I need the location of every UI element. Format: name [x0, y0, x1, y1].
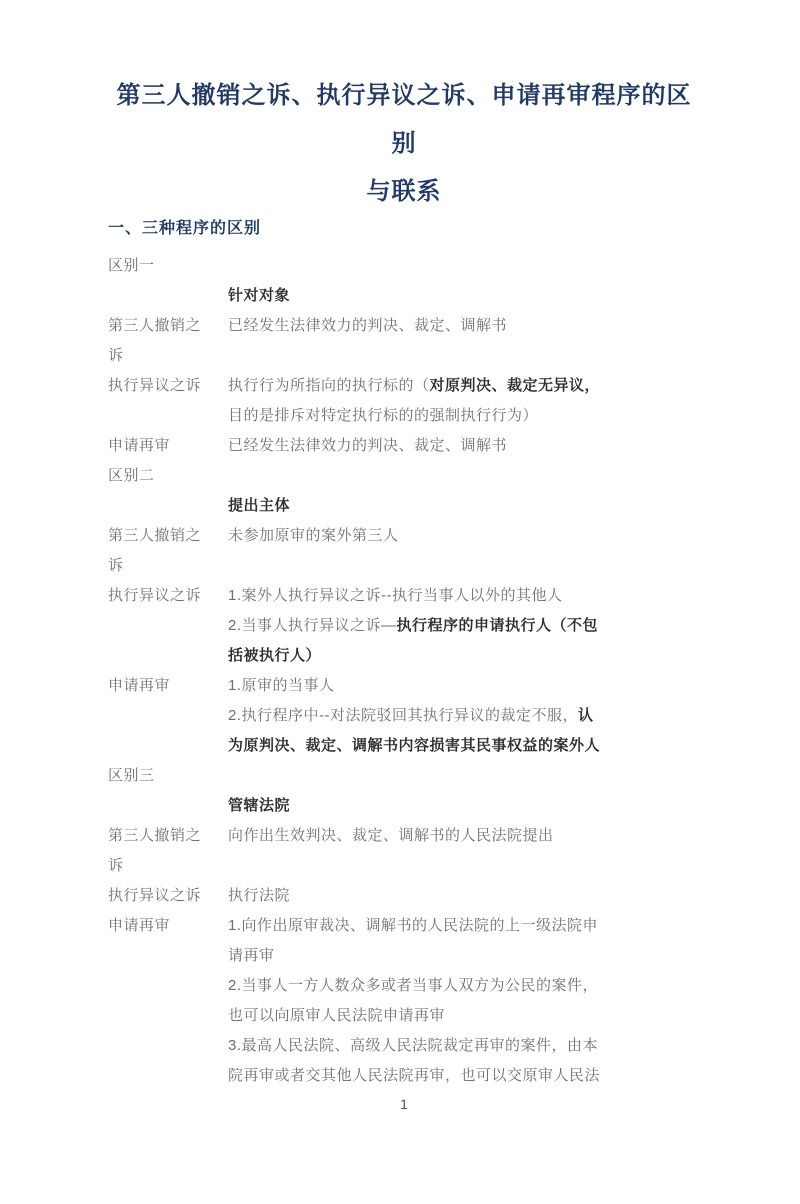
content-line	[228, 431, 700, 461]
content-segment: 2.当事人一方人数众多或者当事人双方为公民的案件，	[228, 977, 599, 994]
content-line	[228, 521, 700, 551]
row-label-third-party: 第三人撤销之诉	[108, 317, 202, 364]
content-segment: 已经发生法律效力的判决、裁定、调解书	[228, 437, 508, 454]
title-line-1: 第三人撤销之诉、执行异议之诉、申请再审程序的区别	[116, 82, 692, 157]
content-line	[228, 701, 700, 731]
row-label-retrial: 申请再审	[108, 917, 171, 934]
column-header-court: 管辖法院	[228, 797, 291, 814]
content-line	[228, 971, 700, 1001]
row-label-objection: 执行异议之诉	[108, 587, 202, 604]
content-line	[228, 581, 700, 611]
document-title	[108, 72, 700, 216]
content-line	[228, 401, 700, 431]
content-segment-bold: 认	[578, 707, 594, 724]
comparison-table	[108, 251, 700, 1091]
difference-marker-2: 区别二	[108, 467, 155, 484]
content-segment: 向作出生效判决、裁定、调解书的人民法院提出	[228, 827, 554, 844]
content-line	[228, 911, 700, 941]
content-segment-bold: 执行程序的申请执行人（不包	[396, 617, 599, 634]
row-label-third-party: 第三人撤销之诉	[108, 527, 202, 574]
content-line	[228, 311, 700, 341]
content-line	[228, 1031, 700, 1061]
content-line	[228, 641, 700, 671]
row-label-retrial: 申请再审	[108, 677, 171, 694]
row-label-retrial: 申请再审	[108, 437, 171, 454]
content-segment: 请再审	[228, 947, 275, 964]
content-segment: 已经发生法律效力的判决、裁定、调解书	[228, 317, 508, 334]
difference-marker-row	[108, 761, 700, 791]
page-number: 1	[400, 1096, 408, 1112]
row-label-objection: 执行异议之诉	[108, 377, 202, 394]
content-line	[228, 611, 700, 641]
section-heading: 一、三种程序的区别	[108, 220, 262, 237]
column-header-row	[108, 791, 700, 821]
table-row	[108, 311, 700, 371]
content-segment: 未参加原审的案外第三人	[228, 527, 399, 544]
row-label-objection: 执行异议之诉	[108, 887, 202, 904]
content-segment: 1.案外人执行异议之诉--执行当事人以外的其他人	[228, 587, 563, 604]
column-header-row	[108, 281, 700, 311]
table-row	[108, 671, 700, 761]
content-line	[228, 371, 700, 401]
content-segment: 目的是排斥对特定执行标的的强制执行行为）	[228, 407, 539, 424]
table-row	[108, 911, 700, 1091]
content-segment-bold: 对原判决、裁定无异议，	[429, 377, 601, 394]
difference-marker-row	[108, 251, 700, 281]
table-row	[108, 881, 700, 911]
content-line	[228, 881, 700, 911]
content-segment: 2.当事人执行异议之诉—	[228, 617, 397, 634]
table-row	[108, 521, 700, 581]
content-segment: 1.原审的当事人	[228, 677, 335, 694]
content-segment-bold: 括被执行人）	[228, 647, 322, 664]
content-line	[228, 1001, 700, 1031]
document-page	[0, 72, 800, 1204]
column-header-target: 针对对象	[228, 287, 291, 304]
title-line-2: 与联系	[366, 178, 442, 205]
difference-marker-3: 区别三	[108, 767, 155, 784]
table-row	[108, 431, 700, 461]
table-row	[108, 821, 700, 881]
column-header-subject: 提出主体	[228, 497, 291, 514]
content-segment: 执行法院	[228, 887, 291, 904]
column-header-row	[108, 491, 700, 521]
row-label-third-party: 第三人撤销之诉	[108, 827, 202, 874]
content-line	[228, 1061, 700, 1091]
content-line	[228, 941, 700, 971]
content-segment: 3.最高人民法院、高级人民法院裁定再审的案件，由本	[228, 1037, 599, 1054]
content-segment: 执行行为所指向的执行标的（	[228, 377, 430, 394]
table-row	[108, 581, 700, 671]
content-segment: 院再审或者交其他人民法院再审，也可以交原审人民法	[228, 1067, 601, 1084]
content-segment-bold: 为原判决、裁定、调解书内容损害其民事权益的案外人	[228, 737, 601, 754]
content-line	[228, 671, 700, 701]
content-line	[228, 731, 700, 761]
content-line	[228, 821, 700, 851]
content-segment: 也可以向原审人民法院申请再审	[228, 1007, 446, 1024]
difference-marker-1: 区别一	[108, 257, 155, 274]
content-segment: 2.执行程序中--对法院驳回其执行异议的裁定不服，	[228, 707, 579, 724]
difference-marker-row	[108, 461, 700, 491]
content-segment: 1.向作出原审裁决、调解书的人民法院的上一级法院申	[228, 917, 599, 934]
table-row	[108, 371, 700, 431]
